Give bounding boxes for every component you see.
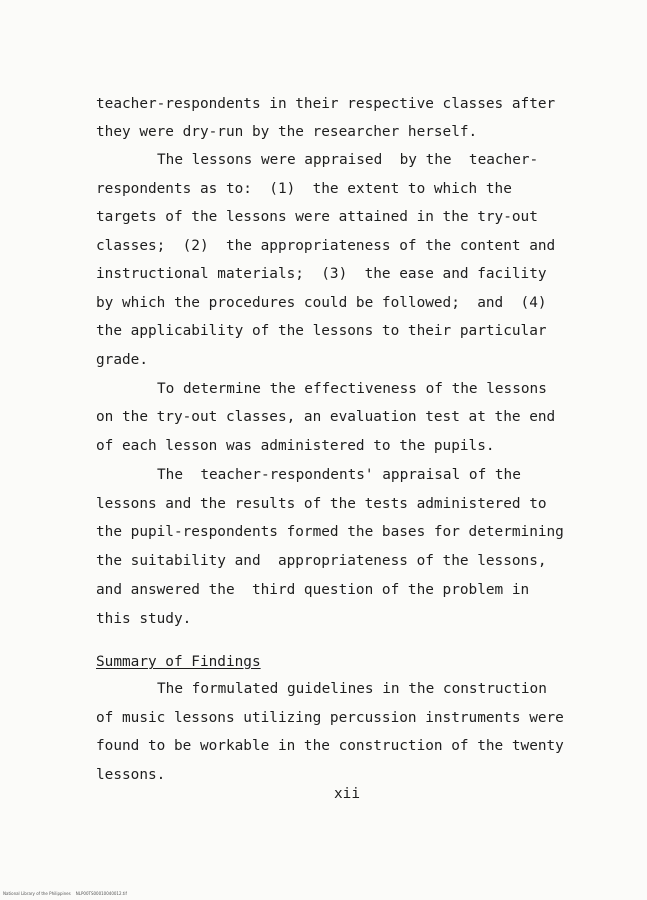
paragraph-first-line: The formulated guidelines in the construction xyxy=(157,681,547,697)
body-line: they were dry-run by the researcher herself. xyxy=(96,124,478,140)
paragraph-first-line: To determine the effectiveness of the lessons xyxy=(157,381,547,397)
paragraph-first-line: The teacher-respondents' appraisal of the xyxy=(157,467,521,483)
body-line: the applicability of the lessons to their particular xyxy=(96,323,547,339)
body-line: targets of the lessons were attained in the try-out xyxy=(96,209,538,225)
body-line: on the try-out classes, an evaluation test at the end xyxy=(96,409,556,425)
body-line: instructional materials; (3) the ease and facility xyxy=(96,266,547,282)
body-line: respondents as to: (1) the extent to which the xyxy=(96,181,512,197)
body-line: teacher-respondents in their respective classes after xyxy=(96,96,556,112)
section-heading: Summary of Findings xyxy=(96,654,261,670)
scan-footer: National Library of the Philippines NLP00TS00010040012.tif xyxy=(3,891,127,896)
paragraph-first-line: The lessons were appraised by the teacher- xyxy=(157,152,539,168)
body-line: classes; (2) the appropriateness of the content and xyxy=(96,238,556,254)
body-line: of music lessons utilizing percussion instruments were xyxy=(96,710,564,726)
page-number: xii xyxy=(334,786,360,802)
body-line: the suitability and appropriateness of the lessons, xyxy=(96,553,547,569)
body-line: and answered the third question of the problem in xyxy=(96,582,530,598)
body-line: found to be workable in the construction of the twenty xyxy=(96,738,564,754)
body-line: lessons and the results of the tests administered to xyxy=(96,496,547,512)
body-line: the pupil-respondents formed the bases for determining xyxy=(96,524,564,540)
body-line: of each lesson was administered to the pupils. xyxy=(96,438,495,454)
body-line: grade. xyxy=(96,352,148,368)
body-line: this study. xyxy=(96,611,192,627)
body-line: by which the procedures could be followed; and (4) xyxy=(96,295,547,311)
body-line: lessons. xyxy=(96,767,166,783)
